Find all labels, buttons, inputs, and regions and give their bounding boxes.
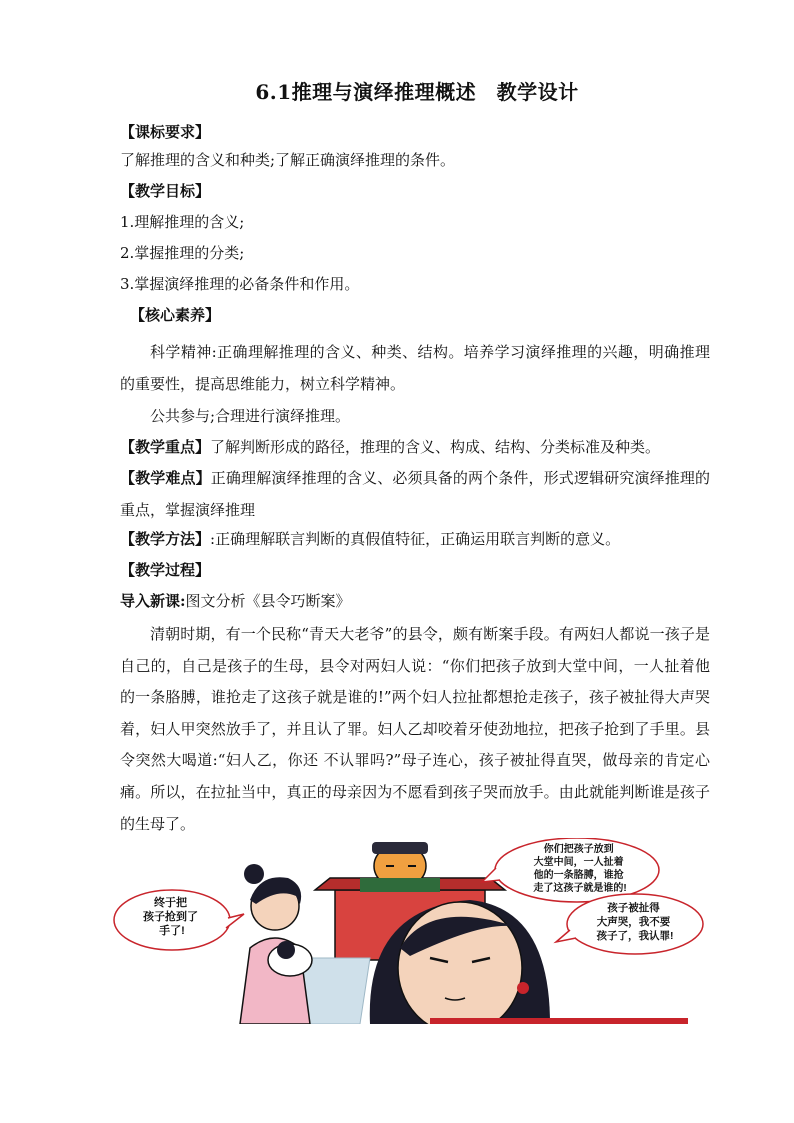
bubble-left-line-1: 终于把 — [153, 897, 187, 909]
daoru-line — [120, 591, 710, 611]
mubiao-item-3: 3.掌握演绎推理的必备条件和作用。 — [120, 275, 360, 293]
bubble-right-line-3: 孩子了，我认罪! — [596, 930, 674, 942]
zhongdian-text: 了解判断形成的路径，推理的含义、构成、结构、分类标准及种类。 — [210, 438, 661, 456]
bubble-top-line-3: 他的一条胳膊，谁抢 — [533, 870, 624, 881]
bubble-left-line-3: 手了! — [159, 925, 185, 937]
zhongdian-label: 【教学重点】 — [120, 438, 211, 456]
daoru-text: 图文分析《县令巧断案》 — [185, 592, 351, 610]
kebiao-text: 了解推理的含义和种类;了解正确演绎推理的条件。 — [120, 151, 456, 169]
page-title: 6.1推理与演绎推理概述 教学设计 — [255, 80, 579, 104]
fangfa-line — [120, 529, 710, 549]
mubiao-item-2: 2.掌握推理的分类; — [120, 244, 245, 262]
bubble-top-line-1: 你们把孩子放到 — [543, 844, 614, 855]
judge-robe — [360, 878, 440, 892]
suyang-paragraph-1: 科学精神:正确理解推理的含义、种类、结构。培养学习演绎推理的兴趣，明确推理的重要性，提高思维能力，树立科学精神。 — [120, 343, 710, 393]
nandian-text: 正确理解演绎推理的含义、必须具备的两个条件，形式逻辑研究演绎推理的重点，掌握演绎推理 — [120, 469, 710, 519]
nandian-label: 【教学难点】 — [120, 469, 211, 487]
bubble-top-line-2: 大堂中间，一人扯着 — [533, 857, 624, 868]
mubiao-item-1: 1.理解推理的含义; — [120, 213, 245, 231]
fangfa-text: :正确理解联言判断的真假值特征，正确运用联言判断的意义。 — [210, 530, 621, 548]
kebiao-heading: 【课标要求】 — [120, 123, 211, 141]
svg-text:孩子被扯得 大声哭，我不要 孩子了， — [597, 901, 674, 942]
story-paragraph: 清朝时期，有一个民称“青天大老爷”的县令，颇有断案手段。有两妇人都说一孩子是自己的，自己是孩子的生母，县令对两妇人说：“你们把孩子放到大堂中间，一人扯着他的一条胳膊，谁抢走了这孩子就是谁的!”两个妇人拉扯都想抢走孩子，孩子被扯得大声哭着，妇人甲突然放手了，并且认了罪。妇人乙却咬着牙使劲地拉，把孩子抢到了手里。县令突然大喝道:“妇人乙，你还 不认罪吗?”母子连心，孩子被扯得直哭，做母亲的肯定心痛。所以，在拉扯当中，真正的母亲因为不愿看到孩子哭而放手。由此就能判断谁是孩子的生母了。 — [120, 625, 710, 833]
daoru-label: 导入新课: — [120, 592, 186, 610]
suyang-paragraph-2: 公共参与;合理进行演绎推理。 — [150, 407, 351, 425]
bubble-right-line-1: 孩子被扯得 — [607, 902, 660, 914]
judge-hat — [372, 842, 428, 854]
red-bar — [430, 1018, 688, 1024]
mubiao-heading: 【教学目标】 — [120, 182, 211, 200]
bubble-left-line-2: 孩子抢到了 — [142, 911, 198, 923]
bubble-top-line-4: 走了这孩子就是谁的! — [533, 883, 627, 894]
nandian-paragraph — [120, 462, 710, 526]
zhongdian-line — [120, 437, 710, 457]
guocheng-heading: 【教学过程】 — [120, 561, 211, 579]
fangfa-label: 【教学方法】 — [120, 530, 211, 548]
bubble-right-line-2: 大声哭，我不要 — [596, 916, 671, 928]
story-illustration — [110, 838, 710, 1024]
suyang-heading: 【核心素养】 — [130, 306, 221, 324]
